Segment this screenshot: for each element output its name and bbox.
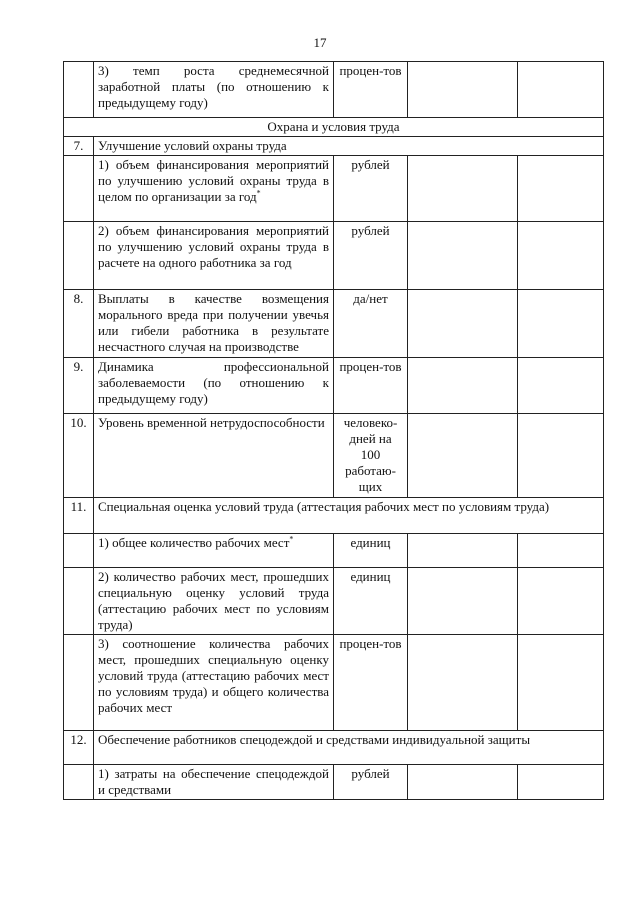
row-number — [64, 62, 94, 118]
row-unit — [334, 534, 408, 568]
row-description — [94, 290, 334, 358]
table-row — [64, 358, 604, 414]
row-value-cell — [518, 765, 604, 800]
row-unit — [334, 358, 408, 414]
table-row — [64, 62, 604, 118]
row-unit-text: рублей — [351, 223, 390, 238]
row-value-cell — [518, 290, 604, 358]
row-unit-text: процен-тов — [339, 63, 402, 78]
row-value-cell — [408, 414, 518, 498]
row-description-text: Уровень временной нетрудоспособности — [98, 415, 325, 430]
row-description — [94, 156, 334, 222]
row-number-text: 11. — [70, 499, 87, 514]
page-number: 17 — [313, 35, 327, 50]
row-description-text: Динамика профессиональной заболеваемости (по отношению к предыдущему году) — [98, 359, 329, 406]
table-row — [64, 118, 604, 137]
row-heading — [94, 731, 604, 765]
row-description — [94, 765, 334, 800]
row-description — [94, 568, 334, 635]
row-unit — [334, 414, 408, 498]
table-row — [64, 137, 604, 156]
section-title — [64, 118, 604, 137]
row-description-text: Выплаты в качестве возмещения морального вреда при получении увечья или гибели работника в результате несчастного случая на производстве — [98, 291, 329, 354]
row-value-cell — [408, 222, 518, 290]
table-row — [64, 222, 604, 290]
table-row — [64, 414, 604, 498]
row-number — [64, 358, 94, 414]
row-description-text: 1) объем финансирования мероприятий по улучшению условий охраны труда в целом по организации за год — [98, 157, 329, 204]
row-number — [64, 156, 94, 222]
row-unit — [334, 765, 408, 800]
row-value-cell — [518, 414, 604, 498]
row-number-text: 10. — [70, 415, 87, 430]
row-number — [64, 731, 94, 765]
table-row — [64, 731, 604, 765]
row-description-text: 1) затраты на обеспечение спецодеждой и средствами — [98, 766, 329, 797]
row-number-text: 12. — [70, 732, 87, 747]
row-number — [64, 765, 94, 800]
row-heading-text: Улучшение условий охраны труда — [98, 138, 287, 153]
row-unit — [334, 635, 408, 731]
row-value-cell — [518, 635, 604, 731]
table-row — [64, 156, 604, 222]
row-number — [64, 137, 94, 156]
row-unit — [334, 156, 408, 222]
row-unit — [334, 568, 408, 635]
row-description — [94, 358, 334, 414]
row-number-text: 8. — [73, 291, 84, 306]
footnote-mark: * — [289, 534, 294, 544]
row-value-cell — [518, 156, 604, 222]
table-row — [64, 635, 604, 731]
row-unit-text: процен-тов — [339, 636, 402, 651]
row-value-cell — [408, 534, 518, 568]
row-value-cell — [408, 635, 518, 731]
row-number-text: 7. — [73, 138, 84, 153]
row-description — [94, 414, 334, 498]
table-row — [64, 765, 604, 800]
row-unit — [334, 290, 408, 358]
row-value-cell — [518, 534, 604, 568]
row-number — [64, 568, 94, 635]
row-description — [94, 534, 334, 568]
row-description-text: 2) количество рабочих мест, прошедших специальную оценку условий труда (аттестацию рабочих мест по условиям труда) — [98, 569, 329, 632]
row-number — [64, 290, 94, 358]
row-heading-text: Обеспечение работников спецодеждой и средствами индивидуальной защиты — [98, 732, 531, 747]
section-title-text: Охрана и условия труда — [267, 119, 400, 134]
indicators-table-body — [64, 62, 604, 800]
row-value-cell — [408, 765, 518, 800]
row-unit — [334, 62, 408, 118]
row-value-cell — [408, 156, 518, 222]
row-unit-text: человеко-дней на 100 работаю-щих — [343, 415, 398, 494]
row-unit-text: да/нет — [353, 291, 388, 306]
row-heading — [94, 137, 604, 156]
row-description-text: 3) соотношение количества рабочих мест, прошедших специальную оценку условий труда (аттестацию рабочих мест по условиям труда) и общего количества рабочих мест — [98, 636, 329, 715]
row-number-text: 9. — [73, 359, 84, 374]
footnote-mark: * — [256, 188, 261, 198]
row-heading — [94, 498, 604, 534]
row-unit-text: единиц — [350, 569, 391, 584]
row-description — [94, 62, 334, 118]
row-number — [64, 414, 94, 498]
row-value-cell — [518, 568, 604, 635]
table-row — [64, 568, 604, 635]
row-description — [94, 222, 334, 290]
row-description-text: 2) объем финансирования мероприятий по улучшению условий охраны труда в расчете на одного работника за год — [98, 223, 329, 270]
row-value-cell — [518, 358, 604, 414]
table-row — [64, 290, 604, 358]
row-value-cell — [518, 222, 604, 290]
row-unit-text: рублей — [351, 157, 390, 172]
row-description-text: 1) общее количество рабочих мест — [98, 535, 290, 550]
row-value-cell — [408, 358, 518, 414]
row-number — [64, 222, 94, 290]
row-number — [64, 498, 94, 534]
row-value-cell — [518, 62, 604, 118]
row-heading-text: Специальная оценка условий труда (аттестация рабочих мест по условиям труда) — [98, 499, 550, 514]
table-row — [64, 534, 604, 568]
row-unit-text: процен-тов — [339, 359, 402, 374]
table-row — [64, 498, 604, 534]
row-number — [64, 635, 94, 731]
row-value-cell — [408, 568, 518, 635]
row-number — [64, 534, 94, 568]
row-unit — [334, 222, 408, 290]
row-value-cell — [408, 62, 518, 118]
row-unit-text: единиц — [350, 535, 391, 550]
row-value-cell — [408, 290, 518, 358]
indicators-table — [63, 61, 604, 800]
row-description — [94, 635, 334, 731]
row-description-text: 3) темп роста среднемесячной заработной платы (по отношению к предыдущему году) — [98, 63, 329, 110]
row-unit-text: рублей — [351, 766, 390, 781]
